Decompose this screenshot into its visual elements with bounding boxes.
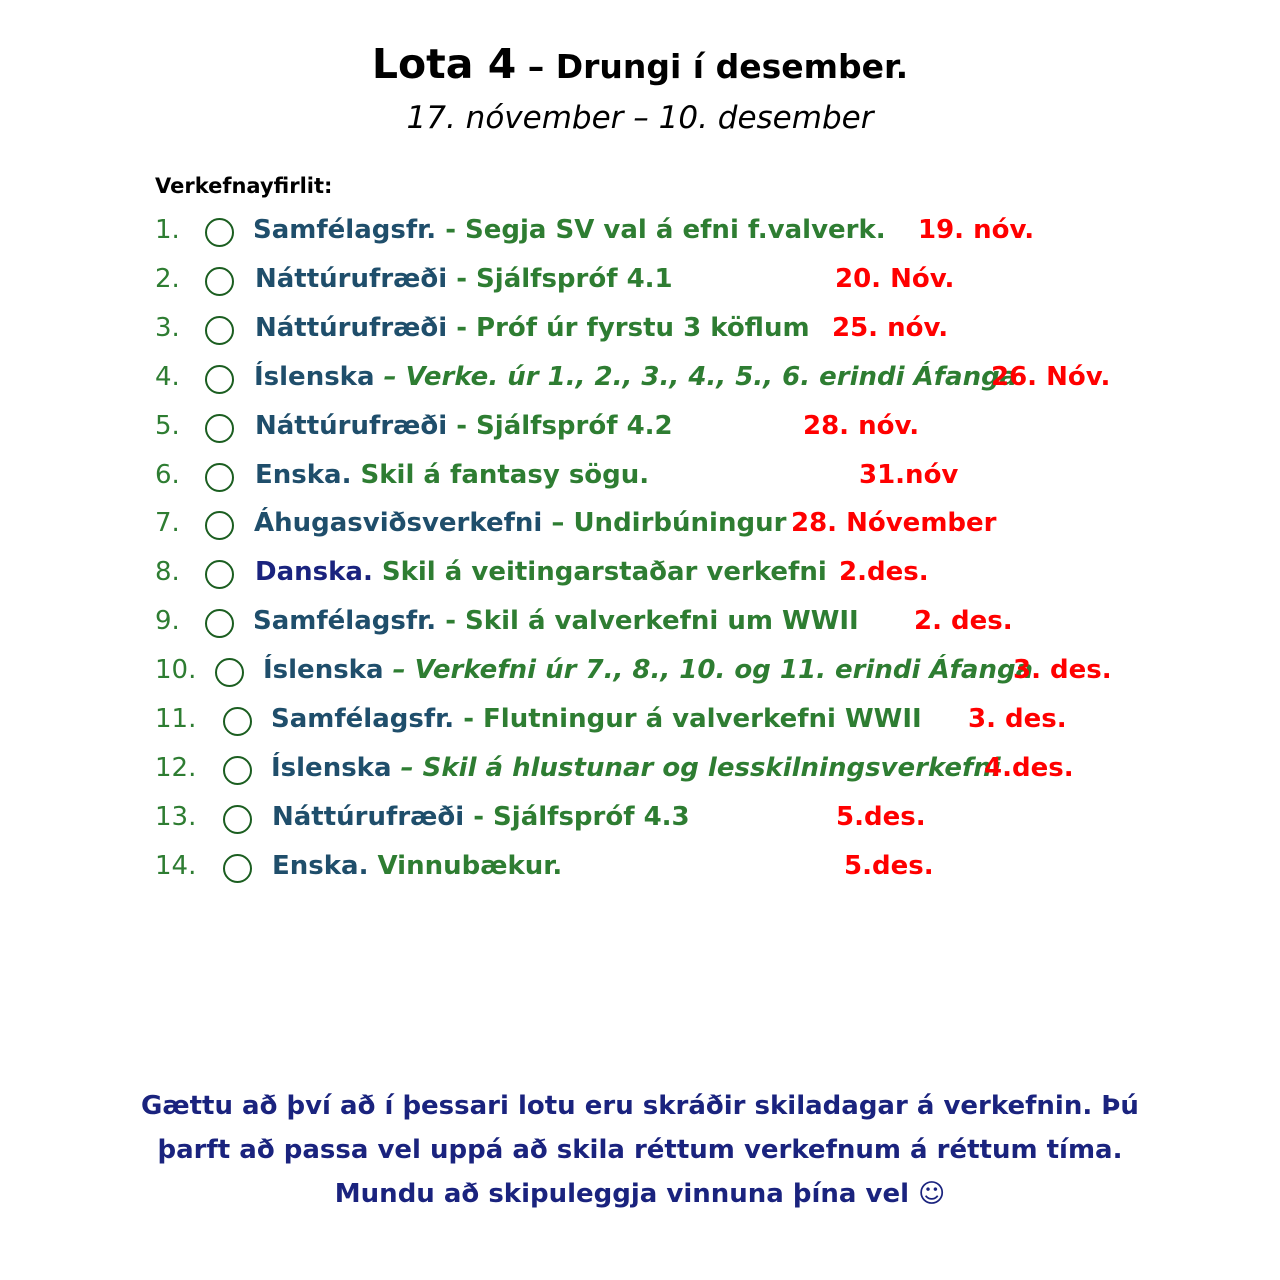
task-text	[255, 548, 827, 596]
task-subject: Danska.	[255, 557, 373, 587]
task-description: Skil á veitingarstaðar verkefni	[372, 557, 827, 587]
task-description: - Sjálfspróf 4.2	[447, 411, 673, 441]
task-text	[253, 597, 859, 645]
task-number: 6.	[155, 460, 180, 490]
task-subject: Íslenska	[254, 362, 375, 392]
checkbox-circle-icon[interactable]	[205, 267, 234, 296]
checkbox-circle-icon[interactable]	[215, 658, 244, 687]
task-due-date: 20. Nóv.	[835, 264, 955, 294]
checkbox-circle-icon[interactable]	[205, 218, 234, 247]
task-due-date: 3. des.	[968, 704, 1067, 734]
task-due-date: 28. nóv.	[803, 411, 920, 441]
task-due-date: 28. Nóvember	[791, 508, 997, 538]
task-subject: Íslenska	[263, 655, 384, 685]
task-subject: Íslenska	[271, 753, 392, 783]
task-description: – Undirbúningur	[542, 508, 787, 538]
task-due-date: 5.des.	[836, 802, 926, 832]
task-description: - Flutningur á valverkefni WWII	[454, 704, 922, 734]
footer-note	[140, 1084, 1140, 1216]
checkbox-circle-icon[interactable]	[205, 560, 234, 589]
task-text	[254, 499, 786, 547]
task-description: Vinnubækur.	[368, 851, 563, 881]
task-number: 10.	[155, 655, 197, 685]
task-number: 11.	[155, 704, 197, 734]
task-due-date: 5.des.	[844, 851, 934, 881]
task-due-date: 4.des.	[984, 753, 1074, 783]
task-description: - Segja SV val á efni f.valverk.	[436, 215, 886, 245]
task-number: 2.	[155, 264, 180, 294]
task-text	[272, 842, 562, 890]
footer-line: þarft að passa vel uppá að skila réttum verkefnum á réttum tíma.	[157, 1135, 1123, 1165]
task-description: - Sjálfspróf 4.3	[464, 802, 690, 832]
task-description: – Verke. úr 1., 2., 3., 4., 5., 6. erindi Áfanga	[374, 362, 1018, 392]
task-due-date: 3. des.	[1013, 655, 1112, 685]
task-description: – Verkefni úr 7., 8., 10. og 11. erindi Áfanga	[383, 655, 1034, 685]
page-title	[0, 40, 1280, 88]
task-subject: Náttúrufræði	[255, 411, 448, 441]
task-description: - Skil á valverkefni um WWII	[436, 606, 859, 636]
task-text	[255, 402, 673, 450]
task-text	[255, 255, 673, 303]
task-text	[271, 695, 922, 743]
task-subject: Samfélagsfr.	[253, 606, 437, 636]
task-text	[254, 353, 1017, 401]
checkbox-circle-icon[interactable]	[223, 854, 252, 883]
date-range: 17. nóvember – 10. desember	[406, 100, 874, 136]
task-number: 8.	[155, 557, 180, 587]
task-subject: Náttúrufræði	[272, 802, 465, 832]
task-number: 4.	[155, 362, 180, 392]
task-subject: Náttúrufræði	[255, 264, 448, 294]
task-subject: Enska.	[272, 851, 369, 881]
checkbox-circle-icon[interactable]	[205, 609, 234, 638]
footer-line: Gættu að því að í þessari lotu eru skráðir skiladagar á verkefnin. Þú	[141, 1091, 1139, 1121]
task-subject: Náttúrufræði	[255, 313, 448, 343]
task-due-date: 19. nóv.	[918, 215, 1035, 245]
task-description: - Sjálfspróf 4.1	[447, 264, 673, 294]
task-due-date: 2.des.	[839, 557, 929, 587]
task-text	[272, 793, 690, 841]
task-due-date: 26. Nóv.	[991, 362, 1111, 392]
task-text	[255, 304, 810, 352]
task-number: 1.	[155, 215, 180, 245]
task-number: 12.	[155, 753, 197, 783]
task-number: 13.	[155, 802, 197, 832]
checkbox-circle-icon[interactable]	[223, 805, 252, 834]
task-due-date: 31.nóv	[859, 460, 959, 490]
checkbox-circle-icon[interactable]	[223, 707, 252, 736]
title-main: Lota 4	[371, 40, 517, 88]
checkbox-circle-icon[interactable]	[205, 316, 234, 345]
task-number: 9.	[155, 606, 180, 636]
task-description: - Próf úr fyrstu 3 köflum	[447, 313, 810, 343]
overview-label: Verkefnayfirlit:	[155, 174, 333, 198]
checkbox-circle-icon[interactable]	[205, 414, 234, 443]
task-description: – Skil á hlustunar og lesskilningsverkefni	[391, 753, 1001, 783]
task-number: 5.	[155, 411, 180, 441]
title-rest: – Drungi í desember.	[516, 47, 909, 86]
task-due-date: 25. nóv.	[832, 313, 949, 343]
task-text	[263, 646, 1033, 694]
footer-line: Mundu að skipuleggja vinnuna þína vel ☺	[334, 1179, 946, 1209]
checkbox-circle-icon[interactable]	[223, 756, 252, 785]
task-number: 14.	[155, 851, 197, 881]
checkbox-circle-icon[interactable]	[205, 511, 234, 540]
task-description: Skil á fantasy sögu.	[351, 460, 650, 490]
task-text	[271, 744, 1001, 792]
task-number: 7.	[155, 508, 180, 538]
task-text	[253, 206, 886, 254]
task-subject: Samfélagsfr.	[271, 704, 455, 734]
task-subject: Enska.	[255, 460, 352, 490]
task-subject: Samfélagsfr.	[253, 215, 437, 245]
checkbox-circle-icon[interactable]	[205, 365, 234, 394]
task-due-date: 2. des.	[914, 606, 1013, 636]
task-number: 3.	[155, 313, 180, 343]
checkbox-circle-icon[interactable]	[205, 463, 234, 492]
task-subject: Áhugasviðsverkefni	[254, 508, 543, 538]
task-text	[255, 451, 649, 499]
